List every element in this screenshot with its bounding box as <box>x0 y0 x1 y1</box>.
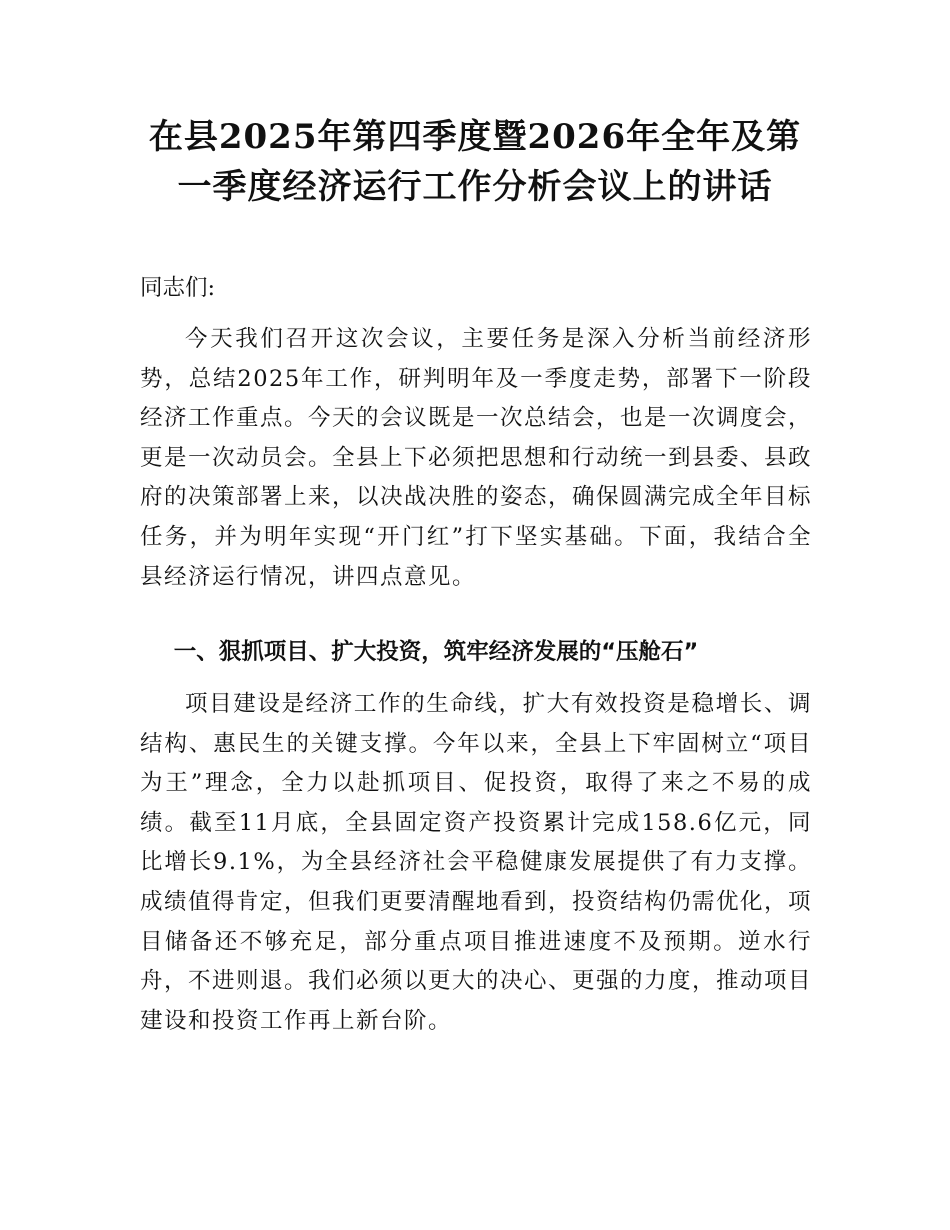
document-title: 在县2025年第四季度暨2026年全年及第一季度经济运行工作分析会议上的讲话 <box>148 117 802 207</box>
intro-paragraph: 今天我们召开这次会议，主要任务是深入分析当前经济形势，总结2025年工作，研判明年及一季度走势，部署下一阶段经济工作重点。今天的会议既是一次总结会，也是一次调度会，更是一次动员会。全县上下必须把思想和行动统一到县委、县政府的决策部署上来，以决战决胜的姿态，确保圆满完成全年目标任务，并为明年实现“开门红”打下坚实基础。下面，我结合全县经济运行情况，讲四点意见。 <box>140 326 813 590</box>
salutation: 同志们: <box>140 275 216 301</box>
section-heading-1: 一、狠抓项目、扩大投资，筑牢经济发展的“压舱石” <box>173 639 699 665</box>
section-1-paragraph: 项目建设是经济工作的生命线，扩大有效投资是稳增长、调结构、惠民生的关键支撑。今年以来，全县上下牢固树立“项目为王”理念，全力以赴抓项目、促投资，取得了来之不易的成绩。截至11月底，全县固定资产投资累计完成158.6亿元，同比增长9.1%，为全县经济社会平稳健康发展提供了有力支撑。成绩值得肯定，但我们更要清醒地看到，投资结构仍需优化，项目储备还不够充足，部分重点项目推进速度不及预期。逆水行舟，不进则退。我们必须以更大的决心、更强的力度，推动项目建设和投资工作再上新台阶。 <box>140 691 813 1034</box>
